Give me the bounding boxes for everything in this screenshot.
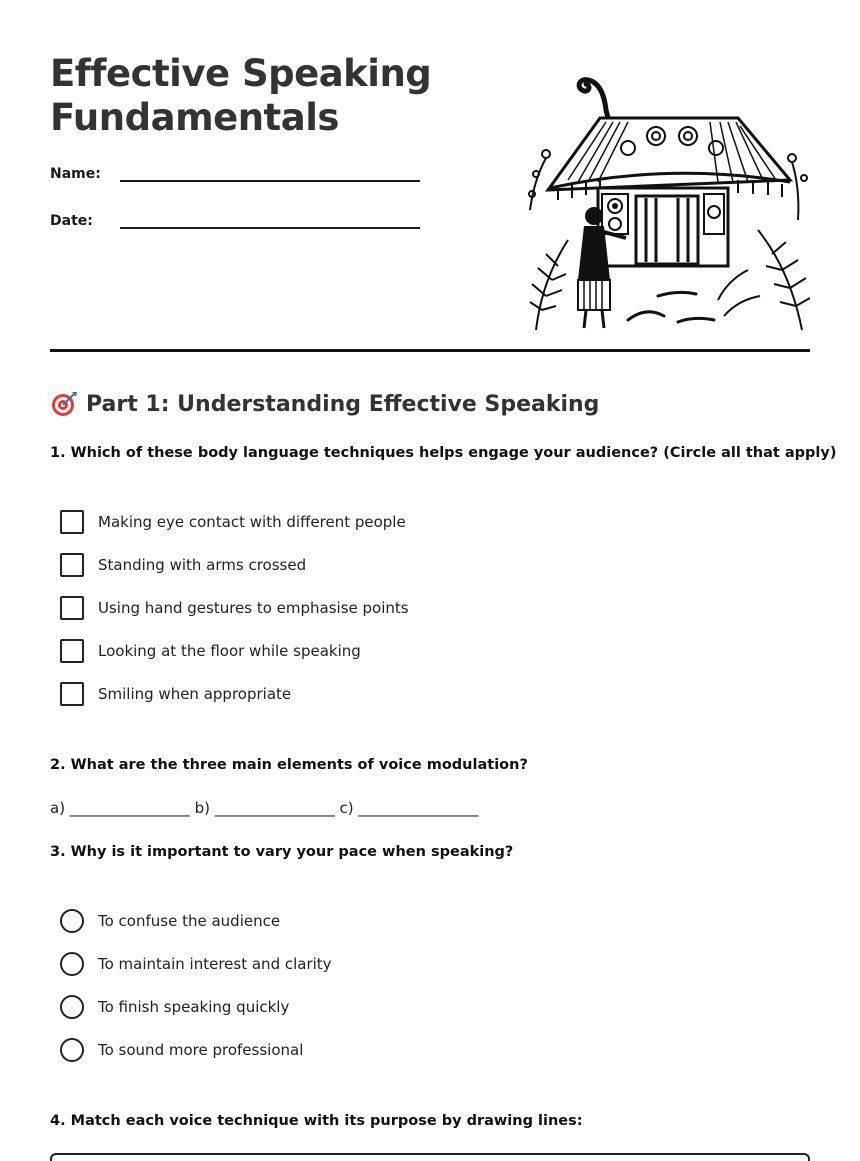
q3-option-label: To sound more professional — [98, 1040, 304, 1059]
name-row — [50, 166, 420, 182]
title-line-2: Fundamentals — [50, 96, 339, 139]
q1-option-label: Standing with arms crossed — [98, 555, 307, 574]
checkbox[interactable] — [60, 510, 84, 534]
q3-option-label: To finish speaking quickly — [98, 997, 290, 1016]
radio-circle[interactable] — [60, 1038, 84, 1062]
question-1-text: 1. Which of these body language techniques helps engage your audience? (Circle all that apply) — [50, 445, 837, 461]
name-label: Name: — [50, 166, 101, 182]
q1-option-label: Looking at the floor while speaking — [98, 641, 361, 660]
radio-circle[interactable] — [60, 952, 84, 976]
q1-option-label: Smiling when appropriate — [98, 684, 292, 703]
checkbox[interactable] — [60, 596, 84, 620]
part1-title: Part 1: Understanding Effective Speaking — [86, 391, 600, 417]
radio-circle[interactable] — [60, 909, 84, 933]
question-1-options — [60, 500, 409, 715]
checkbox[interactable] — [60, 639, 84, 663]
q1-option[interactable] — [60, 672, 409, 715]
checkbox[interactable] — [60, 553, 84, 577]
question-2-text: 2. What are the three main elements of voice modulation? — [50, 757, 528, 773]
part1-heading — [50, 390, 599, 418]
q3-option[interactable] — [60, 1028, 332, 1071]
q1-option[interactable] — [60, 543, 409, 586]
date-label: Date: — [50, 213, 93, 229]
q3-option-label: To maintain interest and clarity — [98, 954, 332, 973]
worksheet-header — [50, 52, 810, 352]
question-3-text: 3. Why is it important to vary your pace when speaking? — [50, 844, 514, 860]
name-write-line[interactable] — [120, 180, 420, 182]
q1-option[interactable] — [60, 586, 409, 629]
q3-option[interactable] — [60, 942, 332, 985]
matching-area-box[interactable] — [50, 1153, 810, 1161]
q1-option-label: Making eye contact with different people — [98, 512, 406, 531]
q3-option[interactable] — [60, 899, 332, 942]
checkbox[interactable] — [60, 682, 84, 706]
worksheet-title — [50, 52, 450, 140]
meeting-house-illustration — [528, 70, 810, 332]
q1-option-label: Using hand gestures to emphasise points — [98, 598, 409, 617]
target-icon — [50, 390, 78, 418]
q3-option[interactable] — [60, 985, 332, 1028]
header-divider — [50, 349, 810, 352]
date-write-line[interactable] — [120, 227, 420, 229]
question-3-options — [60, 899, 332, 1071]
title-line-1: Effective Speaking — [50, 52, 432, 95]
q1-option[interactable] — [60, 500, 409, 543]
q1-option[interactable] — [60, 629, 409, 672]
question-2-blanks[interactable]: a) ________________ b) ________________ c) ________________ — [50, 799, 479, 817]
question-4-text: 4. Match each voice technique with its purpose by drawing lines: — [50, 1113, 583, 1129]
date-row — [50, 213, 420, 229]
q3-option-label: To confuse the audience — [98, 911, 281, 930]
radio-circle[interactable] — [60, 995, 84, 1019]
